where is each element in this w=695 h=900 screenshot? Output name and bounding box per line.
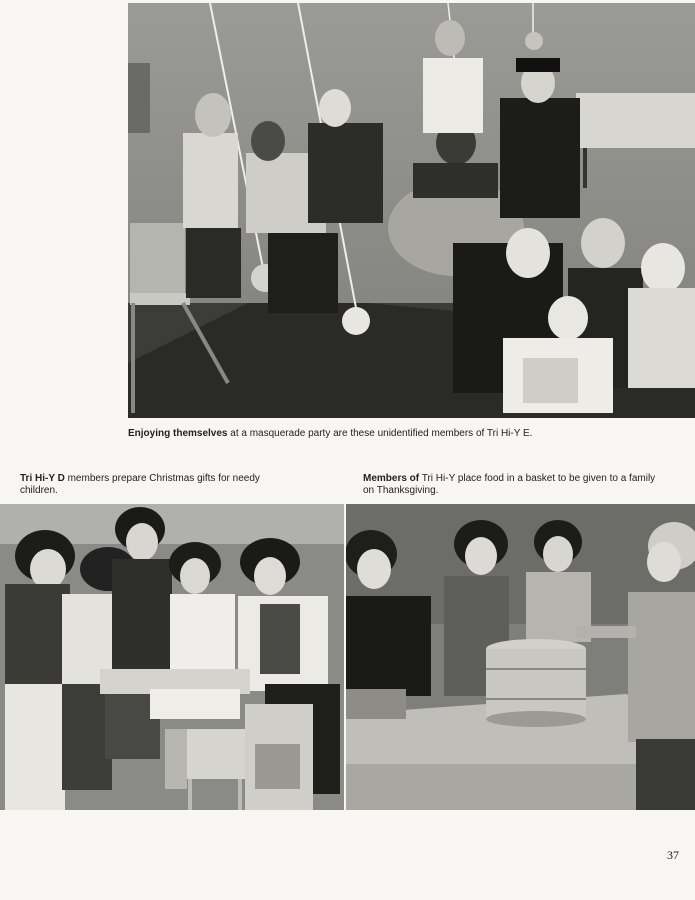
masquerade-party-photo xyxy=(128,3,695,418)
caption-lead: Members of xyxy=(363,473,420,484)
masquerade-caption xyxy=(128,428,695,440)
caption-text: at a masquerade party are these unidentified members of Tri Hi-Y E. xyxy=(227,428,533,439)
page-number: 37 xyxy=(667,848,679,862)
caption-lead: Tri Hi-Y D xyxy=(20,473,65,484)
caption-text: members prepare Christmas gifts for needy children. xyxy=(20,473,260,496)
caption-lead: Enjoying themselves xyxy=(128,428,228,439)
caption-text: Tri Hi-Y place food in a basket to be given to a family on Thanksgiving. xyxy=(363,473,656,496)
thanksgiving-caption xyxy=(363,473,663,497)
thanksgiving-basket-photo xyxy=(346,504,695,810)
christmas-gifts-photo xyxy=(0,504,344,810)
christmas-caption xyxy=(20,473,280,497)
